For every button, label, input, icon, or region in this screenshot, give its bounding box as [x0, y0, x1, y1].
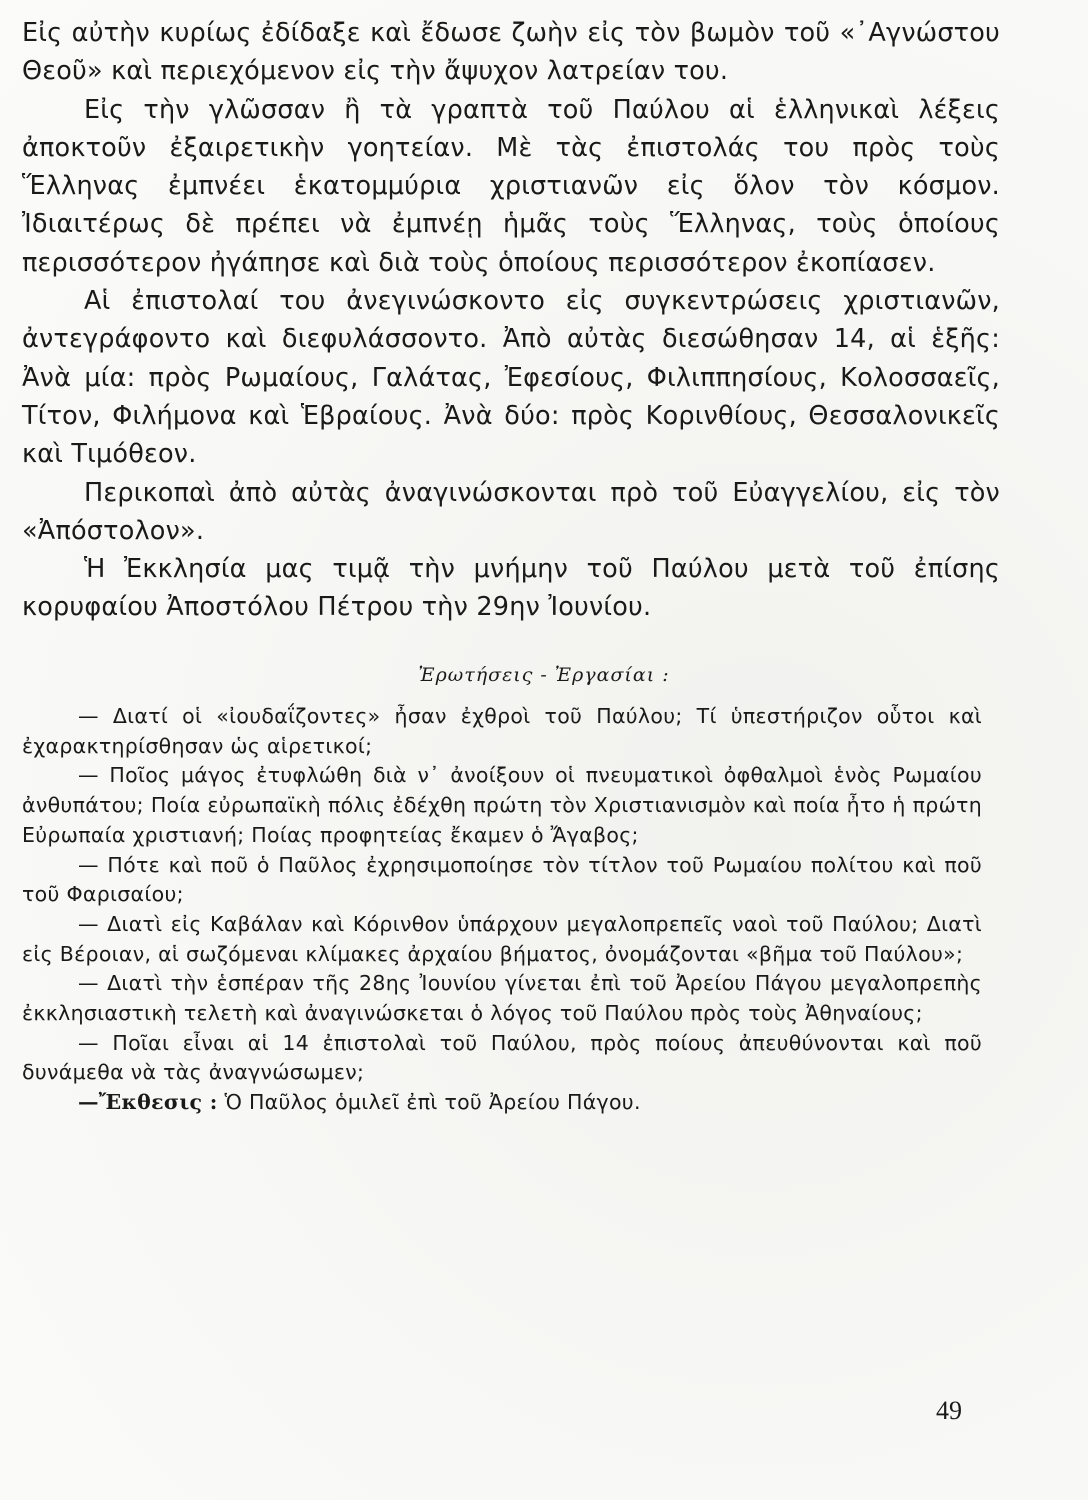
essay-text: Ὁ Παῦλος ὁμιλεῖ ἐπὶ τοῦ Ἀρείου Πάγου.: [224, 1090, 641, 1115]
paragraph: Ἡ Ἐκκλησία μας τιμᾷ τὴν μνήμην τοῦ Παύλου μετὰ τοῦ ἐπίσης κορυφαίου Ἀποστόλου Πέτρου τὴν 29ην Ἰουνίου.: [22, 554, 1000, 623]
question: — Πότε καὶ ποῦ ὁ Παῦλος ἐχρησιμοποίησε τὸν τίτλον τοῦ Ρωμαίου πολίτου καὶ ποῦ τοῦ Φαρισαίου;: [22, 852, 982, 907]
question: — Ποῖος μάγος ἐτυφλώθη διὰ ν᾿ ἀνοίξουν οἱ πνευματικοὶ ὀφθαλμοὶ ἑνὸς Ρωμαίου ἀνθυπάτου; Ποία εὐρωπαϊκὴ πόλις ἐδέχθη πρώτη τὸν Χριστιανισμὸν καὶ ποία ἦτο ἡ πρώτη Εὐρωπαία χριστιανή; Ποίας προφητείας ἔκαμεν ὁ Ἄγαβος;: [22, 763, 982, 847]
question: — Διατί οἱ «ἰουδαΐζοντες» ἦσαν ἐχθροὶ τοῦ Παύλου; Τί ὑπεστήριζον οὗτοι καὶ ἐχαρακτηρίσθησαν ὡς αἱρετικοί;: [22, 704, 982, 758]
page-number: 49: [936, 1396, 962, 1425]
question: — Διατὶ τὴν ἑσπέραν τῆς 28ης Ἰουνίου γίνεται ἐπὶ τοῦ Ἀρείου Πάγου μεγαλοπρεπὴς ἐκκλησιαστικὴ τελετὴ καὶ ἀναγινώσκεται ὁ λόγος τοῦ Παύλου πρὸς τοὺς Ἀθηναίους;: [22, 971, 982, 1026]
question: — Διατὶ εἰς Καβάλαν καὶ Κόρινθον ὑπάρχουν μεγαλοπρεπεῖς ναοὶ τοῦ Παύλου; Διατὶ εἰς Βέροιαν, αἱ σωζόμεναι κλίμακες ἀρχαίου βήματος, ὀνομάζονται «βῆμα τοῦ Παύλου»;: [22, 911, 982, 966]
exercises-heading: Ἐρωτήσεις - Ἐργασίαι :: [418, 664, 670, 686]
essay-assignment: [22, 1088, 982, 1118]
essay-label: —Ἔκθεσις :: [78, 1090, 218, 1115]
paragraph: Εἰς αὐτὴν κυρίως ἐδίδαξε καὶ ἔδωσε ζωὴν εἰς τὸν βωμὸν τοῦ «᾿Αγνώστου Θεοῦ» καὶ περιεχόμενον εἰς τὴν ἄψυχον λατρείαν του.: [22, 18, 1000, 87]
paragraph: Αἱ ἐπιστολαί του ἀνεγινώσκοντο εἰς συγκεντρώσεις χριστιανῶν, ἀντεγράφοντο καὶ διεφυλάσσοντο. Ἀπὸ αὐτὰς διεσώθησαν 14, αἱ ἑξῆς: Ἀνὰ μία: πρὸς Ρωμαίους, Γαλάτας, Ἐφεσίους, Φιλιππησίους, Κολοσσαεῖς, Τίτον, Φιλήμονα καὶ Ἑβραίους. Ἀνὰ δύο: πρὸς Κορινθίους, Θεσσαλονικεῖς καὶ Τιμόθεον.: [22, 286, 1000, 470]
question: — Ποῖαι εἶναι αἱ 14 ἐπιστολαὶ τοῦ Παύλου, πρὸς ποίους ἀπευθύνονται καὶ ποῦ δυνάμεθα νὰ τὰς ἀναγνώσωμεν;: [22, 1030, 982, 1085]
paragraph: Εἰς τὴν γλῶσσαν ἢ τὰ γραπτὰ τοῦ Παύλου αἱ ἑλληνικαὶ λέξεις ἀποκτοῦν ἐξαιρετικὴν γοητείαν. Μὲ τὰς ἐπιστολάς του πρὸς τοὺς Ἕλληνας ἐμπνέει ἑκατομμύρια χριστιανῶν εἰς ὅλον τὸν κόσμον. Ἰδιαιτέρως δὲ πρέπει νὰ ἐμπνέῃ ἡμᾶς τοὺς Ἕλληνας, τοὺς ὁποίους περισσότερον ἠγάπησε καὶ διὰ τοὺς ὁποίους περισσότερον ἐκοπίασεν.: [22, 94, 1000, 278]
exercises-list: [22, 702, 982, 1118]
paragraph: Περικοπαὶ ἀπὸ αὐτὰς ἀναγινώσκονται πρὸ τοῦ Εὐαγγελίου, εἰς τὸν «Ἀπόστολον».: [22, 477, 1000, 546]
body-text: [22, 14, 1000, 627]
